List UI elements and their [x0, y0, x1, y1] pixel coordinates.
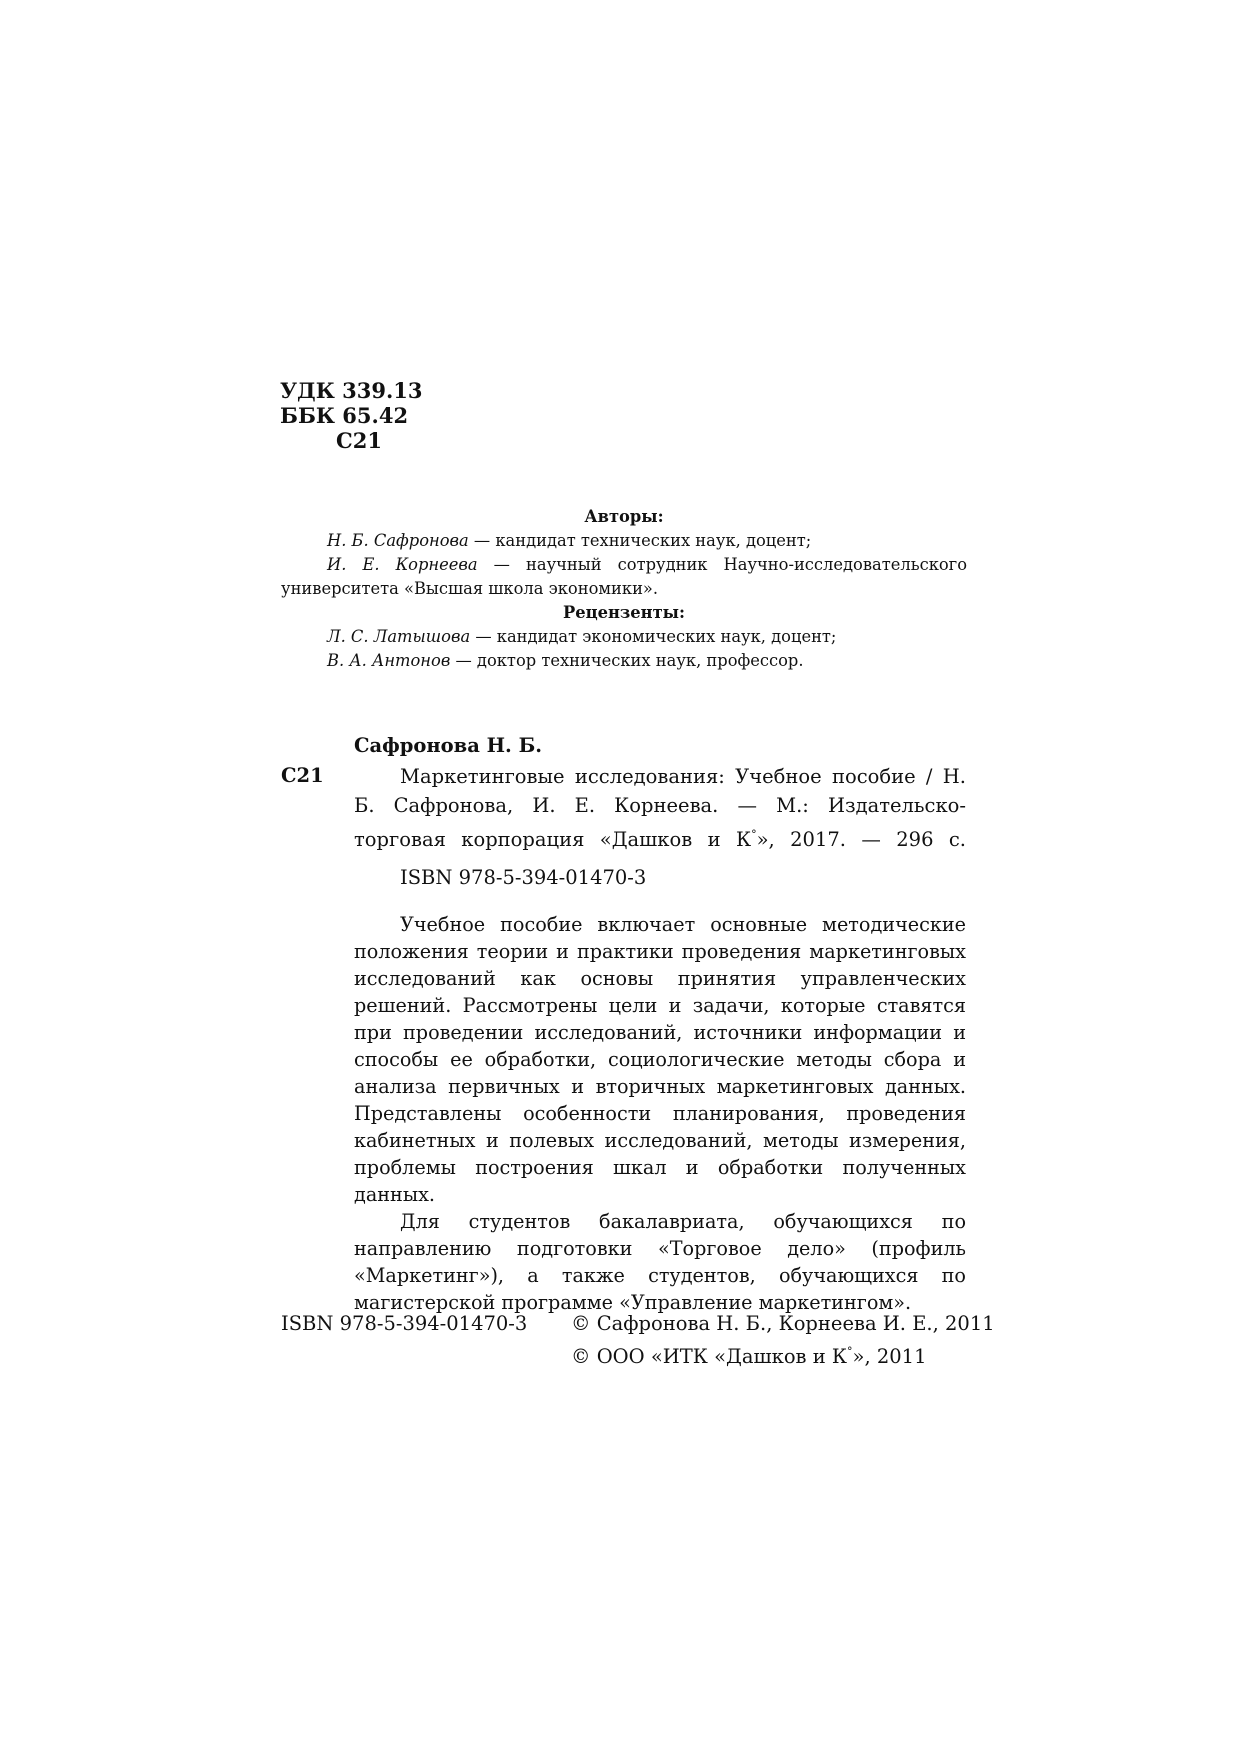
bibliographic-side-mark: С21 — [281, 764, 324, 787]
credits-block — [281, 505, 967, 673]
bibliographic-record — [354, 762, 966, 1316]
footer-row — [281, 1310, 995, 1338]
abstract-paragraph: Учебное пособие включает основные методические положения теории и практики проведения маркетинговых исследований как основы принятия управленческих решений. Рассмотрены цели и задачи, которые ставятся при проведении исследований, источники информации и способы ее обработки, социологические методы сбора и анализа первичных и вторичных маркетинговых данных. Представлены особенности планирования, проведения кабинетных и полевых исследований, методы измерения, проблемы построения шкал и обработки полученных данных. — [354, 913, 966, 1206]
authors-heading: Авторы: — [584, 507, 664, 526]
udk-code: УДК 339.13 — [280, 378, 423, 403]
bbk-code: ББК 65.42 — [280, 403, 409, 428]
author-name: Н. Б. Сафронова — [327, 531, 469, 550]
copyright-publisher-end: », 2011 — [852, 1345, 927, 1368]
reviewer-name: В. А. Антонов — [327, 651, 451, 670]
author-desc: — научный сотрудник Научно-исследовательского университета «Высшая школа экономики». — [281, 555, 968, 598]
reviewer-entry — [281, 625, 967, 649]
author-mark: С21 — [336, 428, 382, 453]
reviewers-heading: Рецензенты: — [563, 603, 685, 622]
abstract-paragraph: Для студентов бакалавриата, обучающихся по направлению подготовки «Торговое дело» (профиль «Маркетинг»), а также студентов, обучающихся по магистерской программе «Управление маркетингом». — [354, 1210, 966, 1314]
author-desc: — кандидат технических наук, доцент; — [468, 531, 812, 550]
abstract — [354, 911, 966, 1316]
author-entry — [281, 553, 967, 601]
bibliographic-description — [354, 762, 966, 854]
author-entry — [281, 529, 967, 553]
footer — [281, 1310, 995, 1371]
reviewer-desc: — кандидат экономических наук, доцент; — [470, 627, 837, 646]
bibliographic-author: Сафронова Н. Б. — [354, 734, 543, 757]
copyright-publisher-sup: ° — [847, 1345, 853, 1358]
reviewer-name: Л. С. Латышова — [327, 627, 471, 646]
copyright-publisher-main: © ООО «ИТК «Дашков и К — [571, 1345, 848, 1368]
description-sup: ° — [751, 828, 757, 841]
classification-codes — [280, 378, 423, 453]
reviewer-desc: — доктор технических наук, профессор. — [450, 651, 804, 670]
footer-row — [281, 1338, 995, 1371]
description-end: », 2017. — 296 с. — [756, 828, 967, 851]
author-name: И. Е. Корнеева — [327, 555, 478, 574]
copyright-authors: © Сафронова Н. Б., Корнеева И. Е., 2011 — [571, 1312, 995, 1335]
footer-isbn: ISBN 978-5-394-01470-3 — [281, 1312, 528, 1335]
bibliographic-isbn: ISBN 978-5-394-01470-3 — [400, 866, 647, 889]
reviewer-entry — [281, 649, 967, 673]
footer-spacer — [281, 1338, 571, 1371]
copyright-publisher — [571, 1338, 927, 1371]
description-main: Маркетинговые исследования: Учебное пособие / Н. Б. Сафронова, И. Е. Корнеева. — М.: Издательско-торговая корпорация «Дашков и К — [354, 765, 966, 851]
